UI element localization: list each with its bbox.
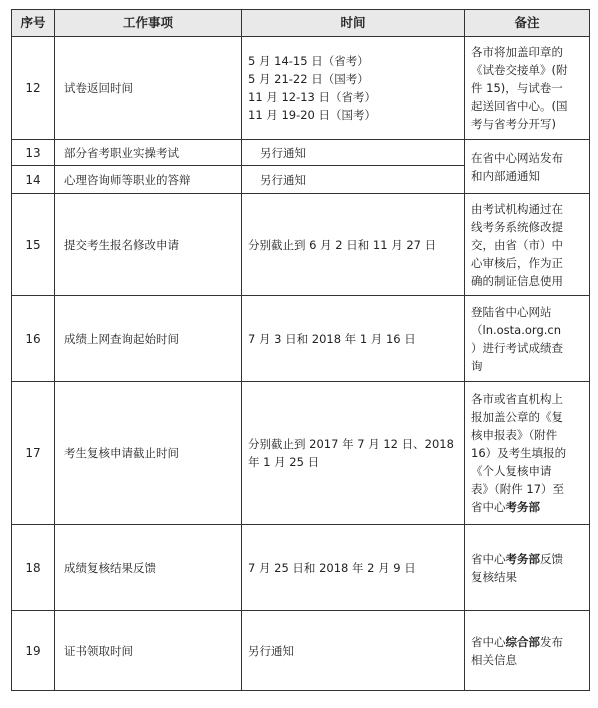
table-row <box>12 382 590 525</box>
row-time: 分别截止到 2017 年 7 月 12 日、2018 年 1 月 25 日 <box>242 382 465 525</box>
row-item: 提交考生报名修改申请 <box>55 194 242 296</box>
row-time: 另行通知 <box>242 166 465 194</box>
header-note: 备注 <box>465 10 590 37</box>
row-note: 登陆省中心网站 （ln.osta.org.cn ）进行考试成绩查 询 <box>465 296 590 382</box>
row-item: 考生复核申请截止时间 <box>55 382 242 525</box>
row-number: 18 <box>12 525 55 611</box>
row-item: 试卷返回时间 <box>55 37 242 140</box>
table-row <box>12 140 590 166</box>
dept-name: 考务部 <box>505 500 540 514</box>
row-note: 省中心考务部反馈 复核结果 <box>465 525 590 611</box>
row-time: 7 月 3 日和 2018 年 1 月 16 日 <box>242 296 465 382</box>
dept-name: 综合部 <box>505 634 540 649</box>
table-row <box>12 194 590 296</box>
row-item: 心理咨询师等职业的答辩 <box>55 166 242 194</box>
row-time: 另行通知 <box>242 140 465 166</box>
row-note: 省中心综合部发布 相关信息 <box>465 611 590 691</box>
header-time: 时间 <box>242 10 465 37</box>
row-note: 在省中心网站发布 和内部通通知 <box>465 140 590 194</box>
row-number: 14 <box>12 166 55 194</box>
row-number: 15 <box>12 194 55 296</box>
row-number: 12 <box>12 37 55 140</box>
row-note: 各市或省直机构上 报加盖公章的《复 核申报表》（附件 16）及考生填报的 《个人复核申请 表》（附件 17）至 省中心考务部 <box>465 382 590 525</box>
row-item: 成绩上网查询起始时间 <box>55 296 242 382</box>
row-number: 19 <box>12 611 55 691</box>
dept-name: 考务部 <box>505 551 540 566</box>
header-row <box>12 10 590 37</box>
row-item: 证书领取时间 <box>55 611 242 691</box>
table-row <box>12 37 590 140</box>
header-item: 工作事项 <box>55 10 242 37</box>
row-number: 17 <box>12 382 55 525</box>
table-row <box>12 611 590 691</box>
schedule-table <box>11 9 590 691</box>
row-note: 各市将加盖印章的 《试卷交接单》(附 件 15)，与试卷一 起送回省中心。(国 考与省考分开写) <box>465 37 590 140</box>
table-row <box>12 296 590 382</box>
row-item: 部分省考职业实操考试 <box>55 140 242 166</box>
row-note: 由考试机构通过在 线考务系统修改提 交，由省（市）中 心审核后，作为正 确的制证信息使用 <box>465 194 590 296</box>
row-number: 16 <box>12 296 55 382</box>
row-time: 5 月 14-15 日（省考） 5 月 21-22 日（国考） 11 月 12-13 日（省考） 11 月 19-20 日（国考） <box>242 37 465 140</box>
row-number: 13 <box>12 140 55 166</box>
row-time: 分别截止到 6 月 2 日和 11 月 27 日 <box>242 194 465 296</box>
header-no: 序号 <box>12 10 55 37</box>
row-time: 另行通知 <box>242 611 465 691</box>
row-item: 成绩复核结果反馈 <box>55 525 242 611</box>
table-row <box>12 525 590 611</box>
row-time: 7 月 25 日和 2018 年 2 月 9 日 <box>242 525 465 611</box>
